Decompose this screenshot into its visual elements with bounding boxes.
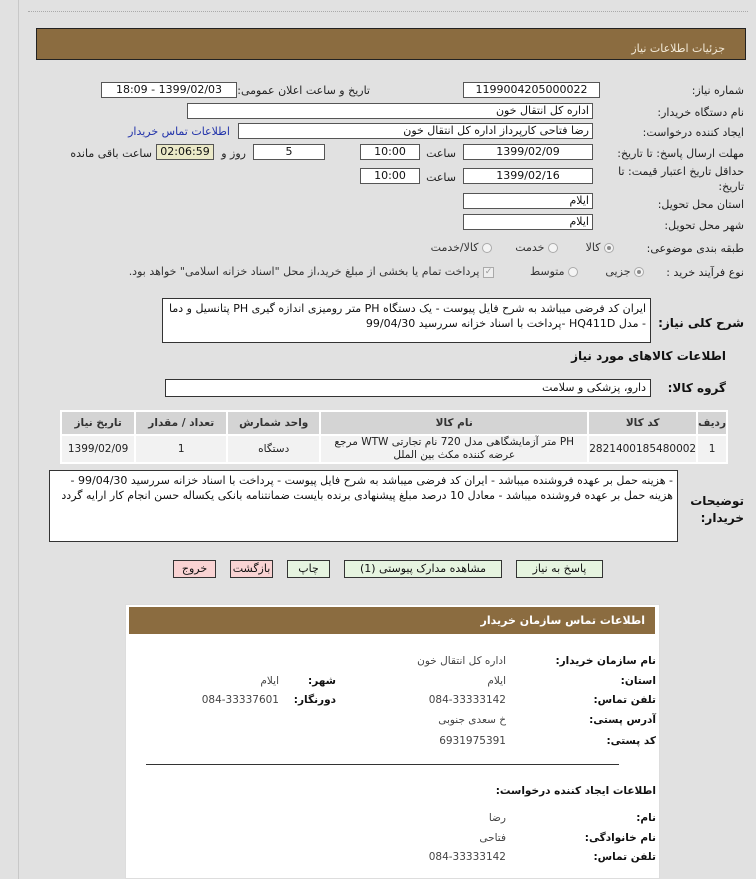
goods-group-field[interactable]: دارو، پزشکی و سلامت <box>165 379 651 397</box>
contact-postal-value: 6931975391 <box>439 735 506 747</box>
col-qty: تعداد / مقدار <box>136 412 226 434</box>
contact-org-label: نام سازمان خریدار: <box>555 655 656 667</box>
validity-time-field[interactable]: 10:00 <box>360 168 420 184</box>
radio-icon[interactable] <box>634 267 644 277</box>
city-label: شهر محل تحویل: <box>664 219 744 232</box>
cell-name: PH متر آزمایشگاهی مدل 720 نام تجارتی WTW مرجع عرضه کننده مکث بین الملل <box>321 436 587 462</box>
contact-divider <box>146 764 619 765</box>
need-number-field[interactable]: 1199004205000022 <box>463 82 600 98</box>
print-button[interactable]: چاپ <box>287 560 330 578</box>
creator-phone-label: تلفن تماس: <box>593 851 656 863</box>
category-option-goods[interactable]: کالا <box>586 241 614 254</box>
contact-org-value: اداره کل انتقال خون <box>417 655 506 667</box>
col-row: ردیف <box>698 412 726 434</box>
deadline-label: مهلت ارسال پاسخ: تا تاریخ: <box>617 147 744 160</box>
cell-date: 1399/02/09 <box>62 436 134 462</box>
col-unit: واحد شمارش <box>228 412 319 434</box>
days-label: روز و <box>221 147 246 160</box>
remaining-label: ساعت باقی مانده <box>70 147 152 160</box>
top-dotted-divider <box>28 11 748 12</box>
page-title: جزئیات اطلاعات نیاز <box>631 42 725 55</box>
contact-address-label: آدرس پستی: <box>589 714 656 726</box>
need-number-label: شماره نیاز: <box>691 84 744 97</box>
contact-province-value: ایلام <box>487 675 506 687</box>
contact-phone-label: تلفن تماس: <box>593 694 656 706</box>
contact-postal-label: کد پستی: <box>606 735 656 747</box>
radio-icon[interactable] <box>604 243 614 253</box>
goods-group-label: گروه کالا: <box>667 381 726 395</box>
reply-button[interactable]: پاسخ به نیاز <box>516 560 603 578</box>
cell-code: 2821400185480002 <box>589 436 696 462</box>
creator-name-label: نام: <box>636 812 656 824</box>
creator-family-label: نام خانوادگی: <box>584 832 656 844</box>
radio-icon[interactable] <box>568 267 578 277</box>
page-header <box>36 28 746 60</box>
contact-city-label: شهر: <box>308 675 336 687</box>
table-header-row <box>62 412 726 434</box>
attachments-button[interactable]: مشاهده مدارک پیوستی (1) <box>344 560 502 578</box>
category-option-both[interactable]: کالا/خدمت <box>431 241 492 254</box>
deadline-time-field[interactable]: 10:00 <box>360 144 420 160</box>
table-row <box>62 436 726 462</box>
buyer-contact-link[interactable]: اطلاعات تماس خریدار <box>128 125 230 138</box>
notes-textarea[interactable]: - هزینه حمل بر عهده فروشنده میباشد - ایران کد فرضی میباشد به شرح فایل پیوست - پرداخت با اسناد خزانه سررسید 99/04/30 - هزینه حمل بر عهده فروشنده میباشد - معادل 10 درصد مبلغ پیشنهادی برنده بایست ضمانتنامه بانکی یکساله حسن انجام کار ارایه گردد <box>49 470 678 542</box>
radio-icon[interactable] <box>548 243 558 253</box>
contact-panel <box>125 604 660 879</box>
description-label: شرح کلی نیاز: <box>658 316 744 330</box>
city-field[interactable]: ایلام <box>463 214 593 230</box>
remaining-time-field: 02:06:59 <box>156 144 214 160</box>
cell-unit: دستگاه <box>228 436 319 462</box>
goods-section-title: اطلاعات کالاهای مورد نیاز <box>571 349 726 363</box>
contact-fax-value: 084-33337601 <box>201 694 279 706</box>
contact-city-value: ایلام <box>260 675 279 687</box>
category-label: طبقه بندی موضوعی: <box>646 242 744 255</box>
creator-info-title: اطلاعات ایجاد کننده درخواست: <box>495 785 656 797</box>
deadline-date-field[interactable]: 1399/02/09 <box>463 144 593 160</box>
validity-label: حداقل تاریخ اعتبار قیمت: تا تاریخ: <box>618 165 744 193</box>
creator-field[interactable]: رضا فتاحی کارپرداز اداره کل انتقال خون <box>238 123 593 139</box>
process-option-medium[interactable]: متوسط <box>530 265 578 278</box>
announce-label: تاریخ و ساعت اعلان عمومی: <box>237 84 370 97</box>
left-divider <box>18 0 19 879</box>
notes-label: توضیحات خریدار: <box>690 494 744 525</box>
col-name: نام کالا <box>321 412 587 434</box>
contact-panel-header: اطلاعات تماس سازمان خریدار <box>129 607 655 634</box>
checkbox-icon[interactable]: ✓ <box>484 266 493 277</box>
validity-time-label: ساعت <box>426 171 456 184</box>
goods-table <box>60 410 728 464</box>
cell-qty: 1 <box>136 436 226 462</box>
col-code: کد کالا <box>589 412 696 434</box>
process-option-minor[interactable]: جزیی <box>605 265 644 278</box>
announce-field[interactable]: 1399/02/03 - 18:09 <box>101 82 237 98</box>
contact-address-value: خ سعدی جنوبی <box>438 714 506 726</box>
contact-fax-label: دورنگار: <box>293 694 336 706</box>
creator-label: ایجاد کننده درخواست: <box>642 126 744 139</box>
validity-date-field[interactable]: 1399/02/16 <box>463 168 593 184</box>
treasury-checkbox-row[interactable]: ✓ پرداخت تمام یا بخشی از مبلغ خرید،از محل "اسناد خزانه اسلامی" خواهد بود. <box>128 265 493 278</box>
process-label: نوع فرآیند خرید : <box>666 266 744 279</box>
description-textarea[interactable]: ایران کد فرضی میباشد به شرح فایل پیوست - یک دستگاه PH متر رومیزی اندازه گیری PH پتانسیل و دما - مدل HQ411D -پرداخت با اسناد خزانه سررسید 99/04/30 <box>162 298 651 343</box>
province-label: استان محل تحویل: <box>657 198 744 211</box>
col-date: تاریخ نیاز <box>62 412 134 434</box>
cell-row: 1 <box>698 436 726 462</box>
creator-name-value: رضا <box>488 812 506 824</box>
exit-button[interactable]: خروج <box>173 560 216 578</box>
category-option-service[interactable]: خدمت <box>515 241 558 254</box>
buyer-org-label: نام دستگاه خریدار: <box>657 106 744 119</box>
province-field[interactable]: ایلام <box>463 193 593 209</box>
deadline-time-label: ساعت <box>426 147 456 160</box>
radio-icon[interactable] <box>482 243 492 253</box>
contact-phone-value: 084-33333142 <box>428 694 506 706</box>
creator-phone-value: 084-33333142 <box>428 851 506 863</box>
days-field[interactable]: 5 <box>253 144 325 160</box>
back-button[interactable]: بازگشت <box>230 560 273 578</box>
buyer-org-field[interactable]: اداره کل انتقال خون <box>187 103 593 119</box>
creator-family-value: فتاحی <box>479 832 506 844</box>
contact-province-label: استان: <box>620 675 656 687</box>
